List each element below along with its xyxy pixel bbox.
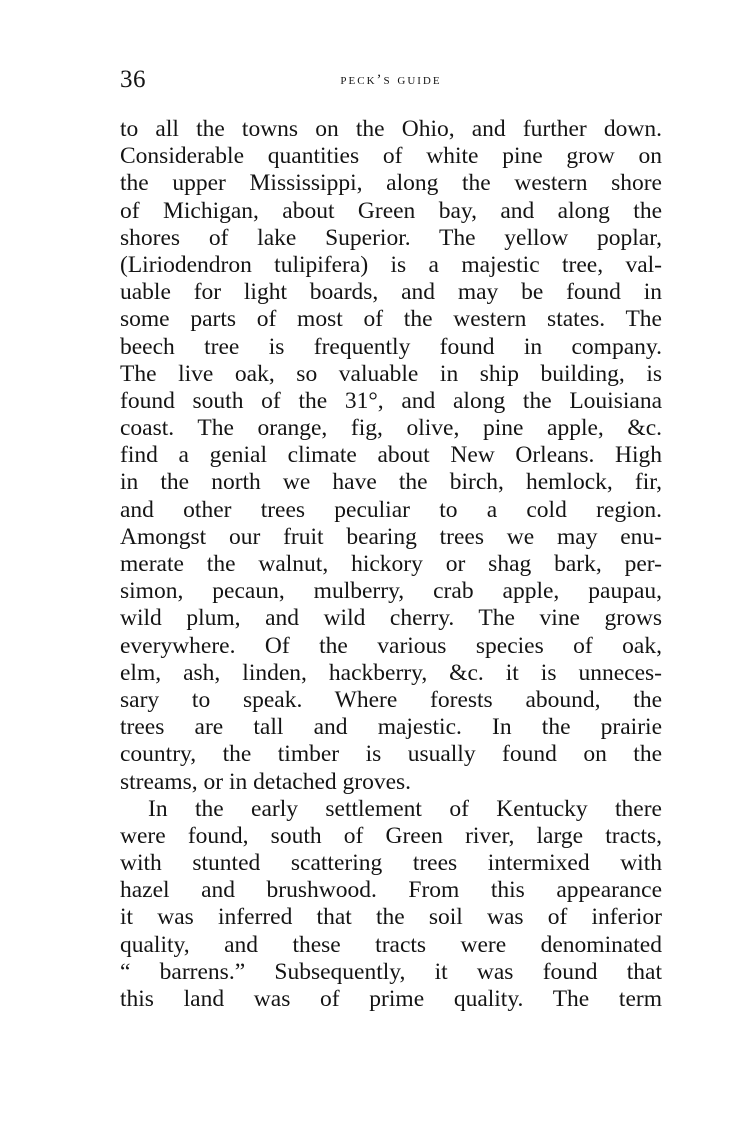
- text-line: and other trees peculiar to a cold region.: [120, 496, 662, 523]
- text-line: (Liriodendron tulipifera) is a majestic tree, val-: [120, 251, 662, 278]
- text-line: The live oak, so valuable in ship building, is: [120, 360, 662, 387]
- text-line: the upper Mississippi, along the western shore: [120, 170, 662, 197]
- text-line: sary to speak. Where forests abound, the: [120, 686, 662, 713]
- text-line: merate the walnut, hickory or shag bark, per-: [120, 551, 662, 577]
- text-line: simon, pecaun, mulberry, crab apple, paupau,: [120, 578, 662, 605]
- text-line: trees are tall and majestic. In the prairie: [120, 714, 662, 741]
- text-line: elm, ash, linden, hackberry, &c. it is unneces-: [120, 659, 662, 686]
- text-line: In the early settlement of Kentucky there: [148, 795, 662, 822]
- text-line: streams, or in detached groves.: [120, 768, 412, 795]
- text-line: shores of lake Superior. The yellow poplar,: [120, 224, 662, 251]
- text-line: coast. The orange, fig, olive, pine apple, &c.: [120, 415, 662, 442]
- text-line: Considerable quantities of white pine grow on: [120, 143, 662, 170]
- text-line: to all the towns on the Ohio, and further down.: [120, 116, 662, 142]
- text-line: wild plum, and wild cherry. The vine grows: [120, 605, 662, 632]
- text-line: “ barrens.” Subsequently, it was found that: [120, 958, 662, 985]
- text-line: some parts of most of the western states. The: [120, 306, 662, 333]
- body-text: [120, 116, 662, 1013]
- text-line: in the north we have the birch, hemlock, fir,: [120, 469, 662, 496]
- text-line: this land was of prime quality. The term: [120, 986, 662, 1012]
- text-line: found south of the 31°, and along the Louisiana: [120, 387, 662, 414]
- text-line: quality, and these tracts were denominated: [120, 931, 662, 958]
- text-line: country, the timber is usually found on the: [120, 741, 662, 768]
- text-line: hazel and brushwood. From this appearance: [120, 877, 662, 904]
- text-line: everywhere. Of the various species of oak,: [120, 632, 662, 659]
- text-line: uable for light boards, and may be found in: [120, 279, 662, 306]
- text-line: of Michigan, about Green bay, and along the: [120, 197, 662, 224]
- text-line: Amongst our fruit bearing trees we may enu-: [120, 523, 662, 550]
- text-line: find a genial climate about New Orleans. High: [120, 442, 662, 469]
- text-line: beech tree is frequently found in company.: [120, 333, 662, 360]
- running-title: peck’s guide: [340, 72, 442, 88]
- page-number: 36: [120, 66, 146, 93]
- page-header: [120, 62, 662, 102]
- text-line: with stunted scattering trees intermixed with: [120, 850, 662, 877]
- text-line: it was inferred that the soil was of inferior: [120, 904, 662, 931]
- text-line: were found, south of Green river, large tracts,: [120, 822, 662, 849]
